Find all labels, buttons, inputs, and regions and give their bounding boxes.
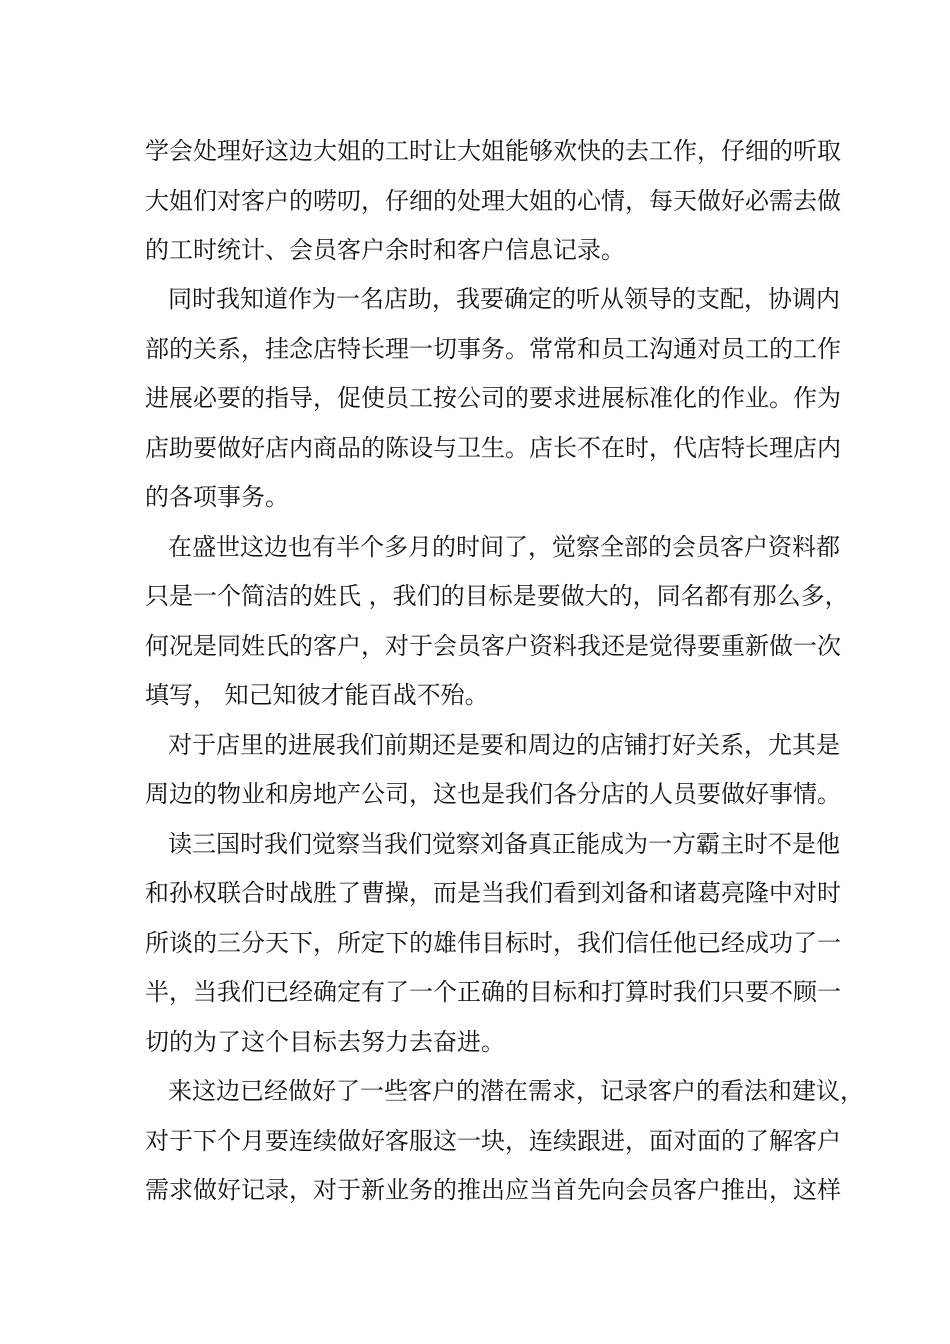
- paragraph-first-line: 同时我知道作为一名店助，我要确定的听从领导的支配，协调内: [168, 285, 840, 313]
- paragraph-first-line: 来这边已经做好了一些客户的潜在需求，记录客户的看法和建议，: [168, 1077, 864, 1105]
- text-line: 半，当我们已经确定有了一个正确的目标和打算时我们只要不顾一: [145, 978, 841, 1006]
- text-line: 周边的物业和房地产公司，这也是我们各分店的人员要做好事情。: [145, 780, 841, 808]
- text-line: 切的为了这个目标去努力去奋进。: [145, 1028, 505, 1056]
- text-line: 对于下个月要连续做好客服这一块，连续跟进，面对面的了解客户: [145, 1127, 841, 1155]
- text-line: 大姐们对客户的唠叨，仔细的处理大姐的心情，每天做好必需去做: [145, 187, 841, 215]
- text-line: 的工时统计、会员客户余时和客户信息记录。: [145, 236, 625, 264]
- paragraph-first-line: 读三国时我们觉察当我们觉察刘备真正能成为一方霸主时不是他: [168, 830, 840, 858]
- text-line: 需求做好记录，对于新业务的推出应当首先向会员客户推出，这样: [145, 1176, 841, 1204]
- text-line: 的各项事务。: [145, 483, 289, 511]
- text-line: 所谈的三分天下，所定下的雄伟目标时，我们信任他已经成功了一: [145, 929, 841, 957]
- text-line: 和孙权联合时战胜了曹操，而是当我们看到刘备和诸葛亮隆中对时: [145, 879, 841, 907]
- paragraph-first-line: 对于店里的进展我们前期还是要和周边的店铺打好关系，尤其是: [168, 731, 840, 759]
- text-line: 何况是同姓氏的客户，对于会员客户资料我还是觉得要重新做一次: [145, 632, 841, 660]
- text-line: 填写， 知己知彼才能百战不殆。: [145, 681, 489, 709]
- text-line: 学会处理好这边大姐的工时让大姐能够欢快的去工作，仔细的听取: [145, 137, 841, 165]
- text-line: 部的关系，挂念店特长理一切事务。常常和员工沟通对员工的工作: [145, 335, 841, 363]
- text-line: 店助要做好店内商品的陈设与卫生。店长不在时，代店特长理店内: [145, 434, 841, 462]
- paragraph-first-line: 在盛世这边也有半个多月的时间了，觉察全部的会员客户资料都: [168, 533, 840, 561]
- text-line: 进展必要的指导，促使员工按公司的要求进展标准化的作业。作为: [145, 384, 841, 412]
- text-line: 只是一个简洁的姓氏 ，我们的目标是要做大的，同名都有那么多，: [145, 582, 849, 610]
